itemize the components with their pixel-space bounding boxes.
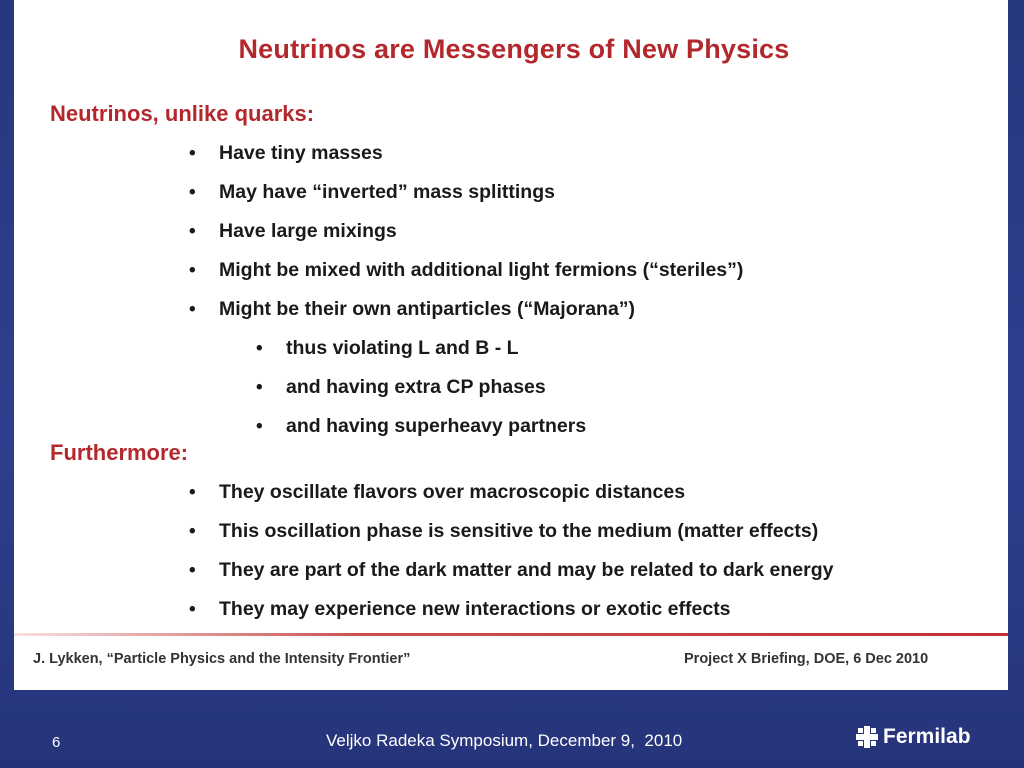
section-heading-furthermore: Furthermore: [50,440,189,465]
list-item [189,473,833,512]
fermilab-brand [856,724,971,750]
bullet-text: Might be their own antiparticles (“Majorana”) [219,298,636,320]
slide-footer-briefing: Project X Briefing, DOE, 6 Dec 2010 [684,651,929,667]
bullet-text: They oscillate flavors over macroscopic distances [219,481,686,503]
sub-bullet-text: and having extra CP phases [286,376,546,398]
list-item [189,212,743,251]
section-heading-unlike-quarks: Neutrinos, unlike quarks: [50,101,315,126]
furthermore-bullet-list [189,473,834,629]
bullet-dot-icon: • [189,299,196,320]
bullet-dot-icon: • [189,599,196,620]
bullet-dot-icon: • [189,143,196,164]
list-item [189,251,744,290]
bullet-text: Have large mixings [219,220,397,242]
fermilab-logo-icon [856,726,878,748]
list-item [189,134,743,173]
slide-title: Neutrinos are Messengers of New Physics [238,34,790,64]
bullet-dot-icon: • [189,260,196,281]
bullet-text: This oscillation phase is sensitive to the medium (matter effects) [219,520,819,542]
unlike-quarks-bullet-list [189,134,744,329]
bullet-text: They may experience new interactions or exotic effects [219,598,731,620]
brand-name: Fermilab [883,725,971,748]
majorana-sub-bullet-list [256,329,587,446]
bullet-dot-icon: • [189,482,196,503]
list-item [189,590,833,629]
bullet-text: They are part of the dark matter and may be related to dark energy [219,559,834,581]
bullet-text: Might be mixed with additional light fermions (“steriles”) [219,259,744,281]
bullet-text: Have tiny masses [219,142,383,164]
list-item [256,368,586,407]
list-item [256,407,587,446]
page-number: 6 [52,734,61,751]
slide-image [14,0,1008,690]
bullet-text: May have “inverted” mass splittings [219,181,555,203]
bullet-dot-icon: • [189,182,196,203]
list-item [189,512,833,551]
slide-footer-citation: J. Lykken, “Particle Physics and the Intensity Frontier” [33,651,411,667]
sub-bullet-text: thus violating L and B - L [286,337,519,359]
list-item [189,551,834,590]
bullet-dot-icon: • [256,416,263,437]
bullet-dot-icon: • [189,560,196,581]
list-item [189,173,743,212]
bullet-dot-icon: • [189,221,196,242]
bullet-dot-icon: • [189,521,196,542]
list-item [256,329,586,368]
event-caption: Veljko Radeka Symposium, December 9, 2010 [326,731,683,750]
footer-divider [14,633,1008,636]
sub-bullet-text: and having superheavy partners [286,415,587,437]
bullet-dot-icon: • [256,377,263,398]
bullet-dot-icon: • [256,338,263,359]
list-item [189,290,743,329]
